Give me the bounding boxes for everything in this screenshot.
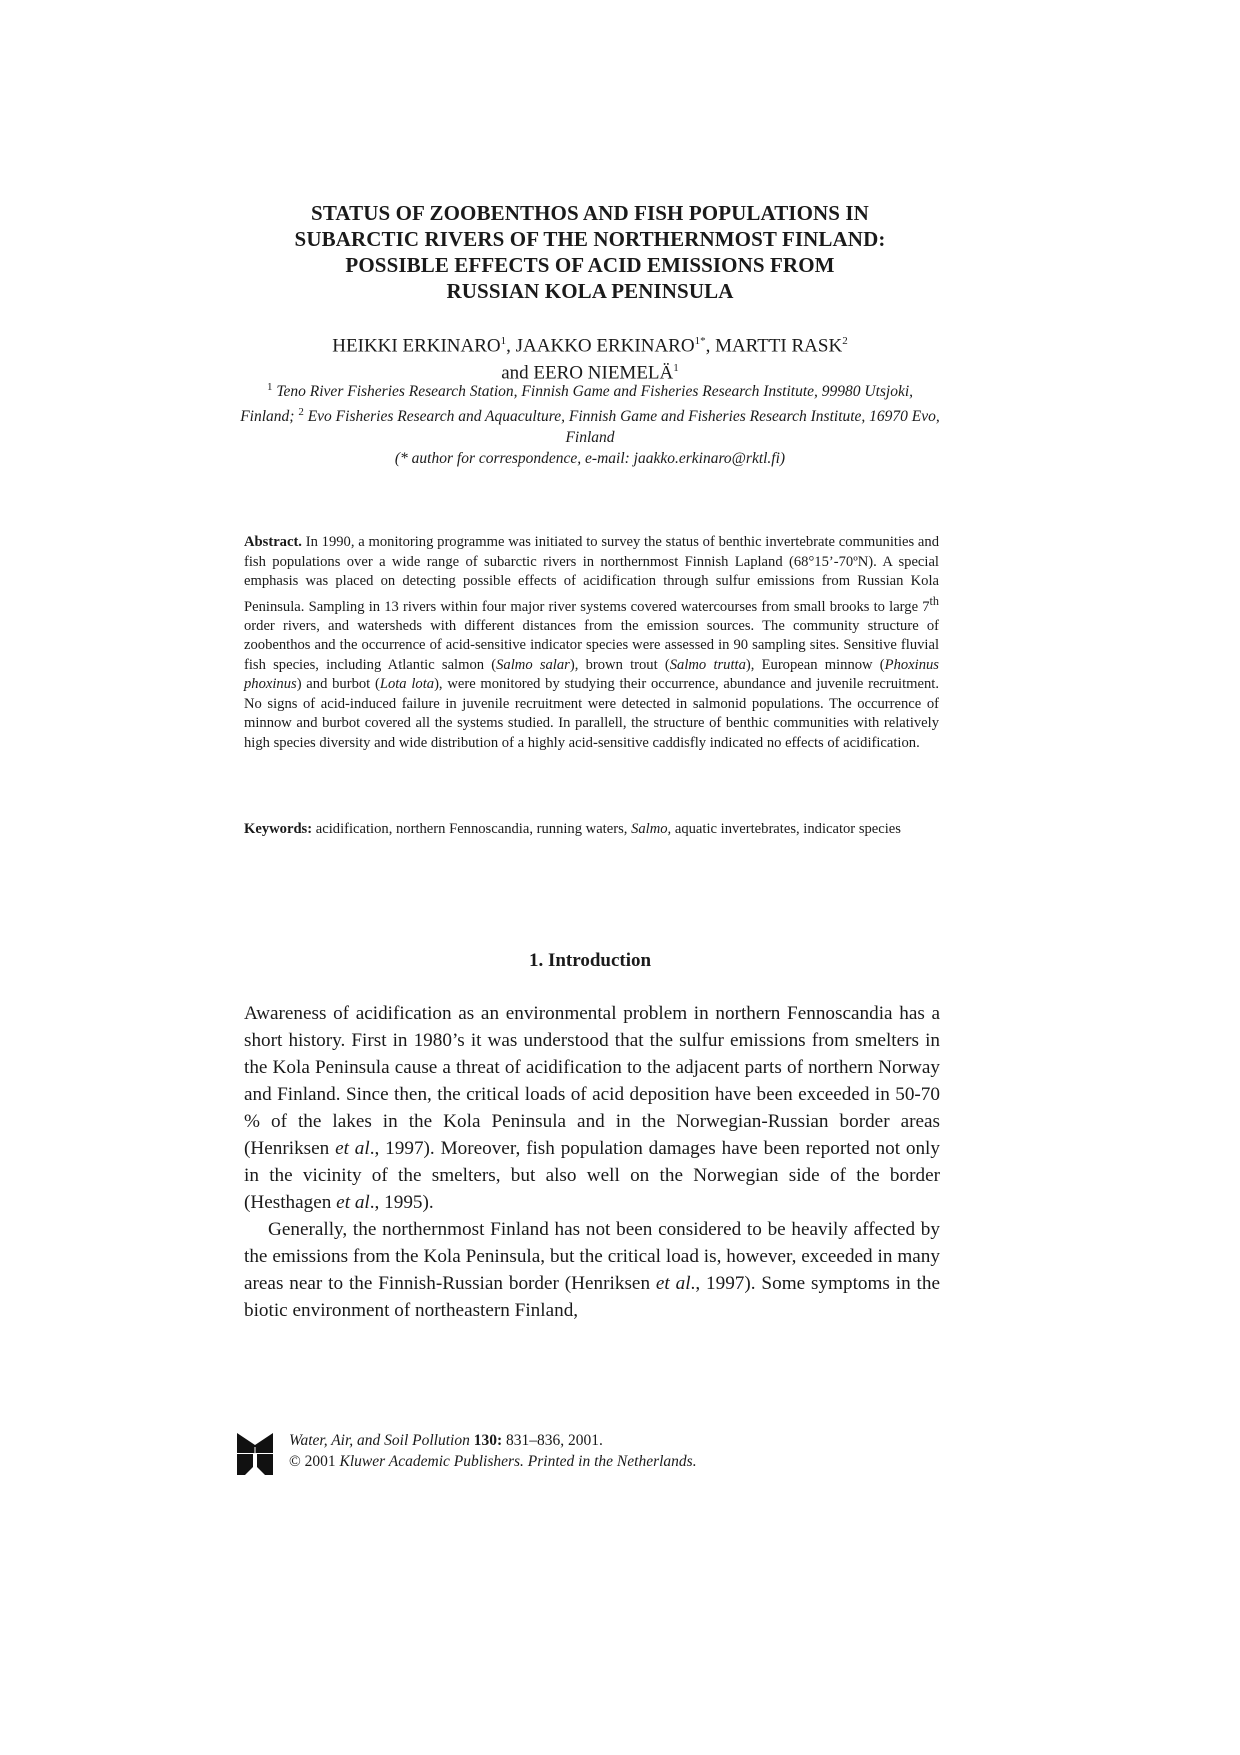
paragraph-text: ., 1997). Some symptoms in the biotic environment of northeastern Finland, bbox=[244, 1273, 940, 1321]
journal-pages: 831–836, 2001. bbox=[502, 1432, 603, 1449]
correspondence-note: (* author for correspondence, e-mail: jaakko.erkinaro@rktl.fi) bbox=[394, 450, 786, 468]
abstract-text: ) and burbot ( bbox=[296, 676, 380, 693]
journal-footer bbox=[237, 1430, 837, 1478]
abstract-text: ), European minnow ( bbox=[745, 656, 885, 673]
paragraph-text: ., 1997). Moreover, fish population damages have been reported not only in the vicinity of the smelters, but also well on the Norwegian side of the border (Hesthagen bbox=[244, 1138, 940, 1213]
introduction-body bbox=[244, 1000, 940, 1324]
paragraph bbox=[244, 1216, 940, 1324]
author-affil-mark: 1 bbox=[673, 362, 679, 375]
species-name: Lota lota bbox=[379, 676, 435, 693]
paper-title bbox=[240, 200, 940, 304]
abstract-text: ), were monitored by studying their occurrence, abundance and juvenile recruitment. No signs of acid-induced failure in juvenile recruitment were detected in salmonid populations. The occurrence of minnow and burbot covered all the systems studied. In parallell, the structure of benthic communities with relatively high species diversity and wide distribution of a highly acid-sensitive caddisfly indicated no effects of acidification. bbox=[244, 676, 939, 751]
paragraph-text: ., 1995). bbox=[369, 1192, 434, 1213]
species-name: Phoxinus phoxinus bbox=[244, 656, 939, 693]
affiliations bbox=[240, 377, 940, 469]
author-name: , MARTTI RASK bbox=[705, 335, 843, 357]
abstract-text: order rivers, and watersheds with different distances from the emission sources. The community structure of zoobenthos and the occurrence of acid-sensitive indicator species were assessed in 90 sampling sites. Sensitive fluvial fish species, including Atlantic salmon ( bbox=[244, 617, 939, 673]
journal-name: Water, Air, and Soil Pollution bbox=[289, 1432, 470, 1449]
citation-etal: et al bbox=[655, 1273, 691, 1294]
author-affil-mark: 1* bbox=[694, 335, 706, 347]
author-name: , JAAKKO ERKINARO bbox=[506, 335, 695, 357]
title-line: SUBARCTIC RIVERS OF THE NORTHERNMOST FINLAND: bbox=[294, 227, 886, 251]
citation-etal: et al bbox=[335, 1138, 370, 1159]
keywords-text: aquatic invertebrates, indicator species bbox=[671, 821, 901, 837]
affiliation-text: Teno River Fisheries Research Station, Finnish Game and Fisheries Research Institute, 99980 Utsjoki, Finland; bbox=[240, 383, 914, 426]
abstract bbox=[244, 533, 939, 753]
paragraph bbox=[244, 1000, 940, 1216]
species-name: Salmo trutta bbox=[669, 656, 746, 673]
abstract-text: ), brown trout ( bbox=[569, 656, 670, 673]
abstract-text: In 1990, a monitoring programme was initiated to survey the status of benthic invertebrate communities and fish populations over a wide range of subarctic rivers in northernmost Finnish Lapland (68°15’-70ºN). A special emphasis was placed on detecting possible effects of acidification through sulfur emissions from Russian Kola Peninsula. Sampling in 13 rivers within four major river systems covered watercourses from small brooks to large 7 bbox=[244, 534, 939, 615]
keywords-text: acidification, northern Fennoscandia, running waters, bbox=[312, 821, 632, 837]
affil-mark: 1 bbox=[266, 381, 273, 393]
species-name: Salmo salar bbox=[496, 656, 570, 673]
copyright-line bbox=[289, 1451, 697, 1472]
journal-line bbox=[289, 1430, 697, 1451]
keywords bbox=[244, 820, 939, 840]
section-heading-introduction: 1. Introduction bbox=[528, 950, 652, 971]
affiliation-text: Evo Fisheries Research and Aquaculture, Finnish Game and Fisheries Research Institute, 16970 Evo, Finland bbox=[303, 408, 940, 447]
citation-info bbox=[289, 1430, 697, 1472]
publisher-name: Kluwer Academic Publishers. Printed in the Netherlands. bbox=[339, 1453, 697, 1470]
keywords-label: Keywords: bbox=[244, 821, 313, 837]
author-name: HEIKKI ERKINARO bbox=[332, 335, 501, 357]
title-line: RUSSIAN KOLA PENINSULA bbox=[446, 279, 734, 303]
author-affil-mark: 2 bbox=[842, 335, 848, 347]
copyright-text: © 2001 bbox=[289, 1453, 340, 1470]
title-line: POSSIBLE EFFECTS OF ACID EMISSIONS FROM bbox=[345, 253, 835, 277]
title-line: STATUS OF ZOOBENTHOS AND FISH POPULATIONS IN bbox=[311, 201, 869, 225]
publisher-logo-icon bbox=[237, 1433, 273, 1475]
author-name: and EERO NIEMELÄ bbox=[501, 362, 674, 384]
author-line-1 bbox=[240, 330, 940, 357]
ordinal-suffix: th bbox=[929, 593, 939, 608]
paragraph-text: Generally, the northernmost Finland has not been considered to be heavily affected by the emissions from the Kola Peninsula, but the critical load is, however, exceeded in many areas near to the Finnish-Russian border (Henriksen bbox=[244, 1219, 940, 1294]
paragraph-text: Awareness of acidification as an environmental problem in northern Fennoscandia has a short history. First in 1980’s it was understood that the sulfur emissions from smelters in the Kola Peninsula cause a threat of acidification to the adjacent parts of northern Norway and Finland. Since then, the critical loads of acid deposition have been exceeded in 50-70 % of the lakes in the Kola Peninsula and in the Norwegian-Russian border areas (Henriksen bbox=[244, 1003, 940, 1159]
journal-volume: 130: bbox=[473, 1432, 503, 1449]
citation-etal: et al bbox=[336, 1192, 370, 1213]
keyword-italic: Salmo, bbox=[631, 821, 672, 837]
author-affil-mark: 1 bbox=[500, 335, 507, 347]
abstract-label: Abstract. bbox=[244, 534, 302, 550]
affil-mark: 2 bbox=[298, 406, 304, 419]
